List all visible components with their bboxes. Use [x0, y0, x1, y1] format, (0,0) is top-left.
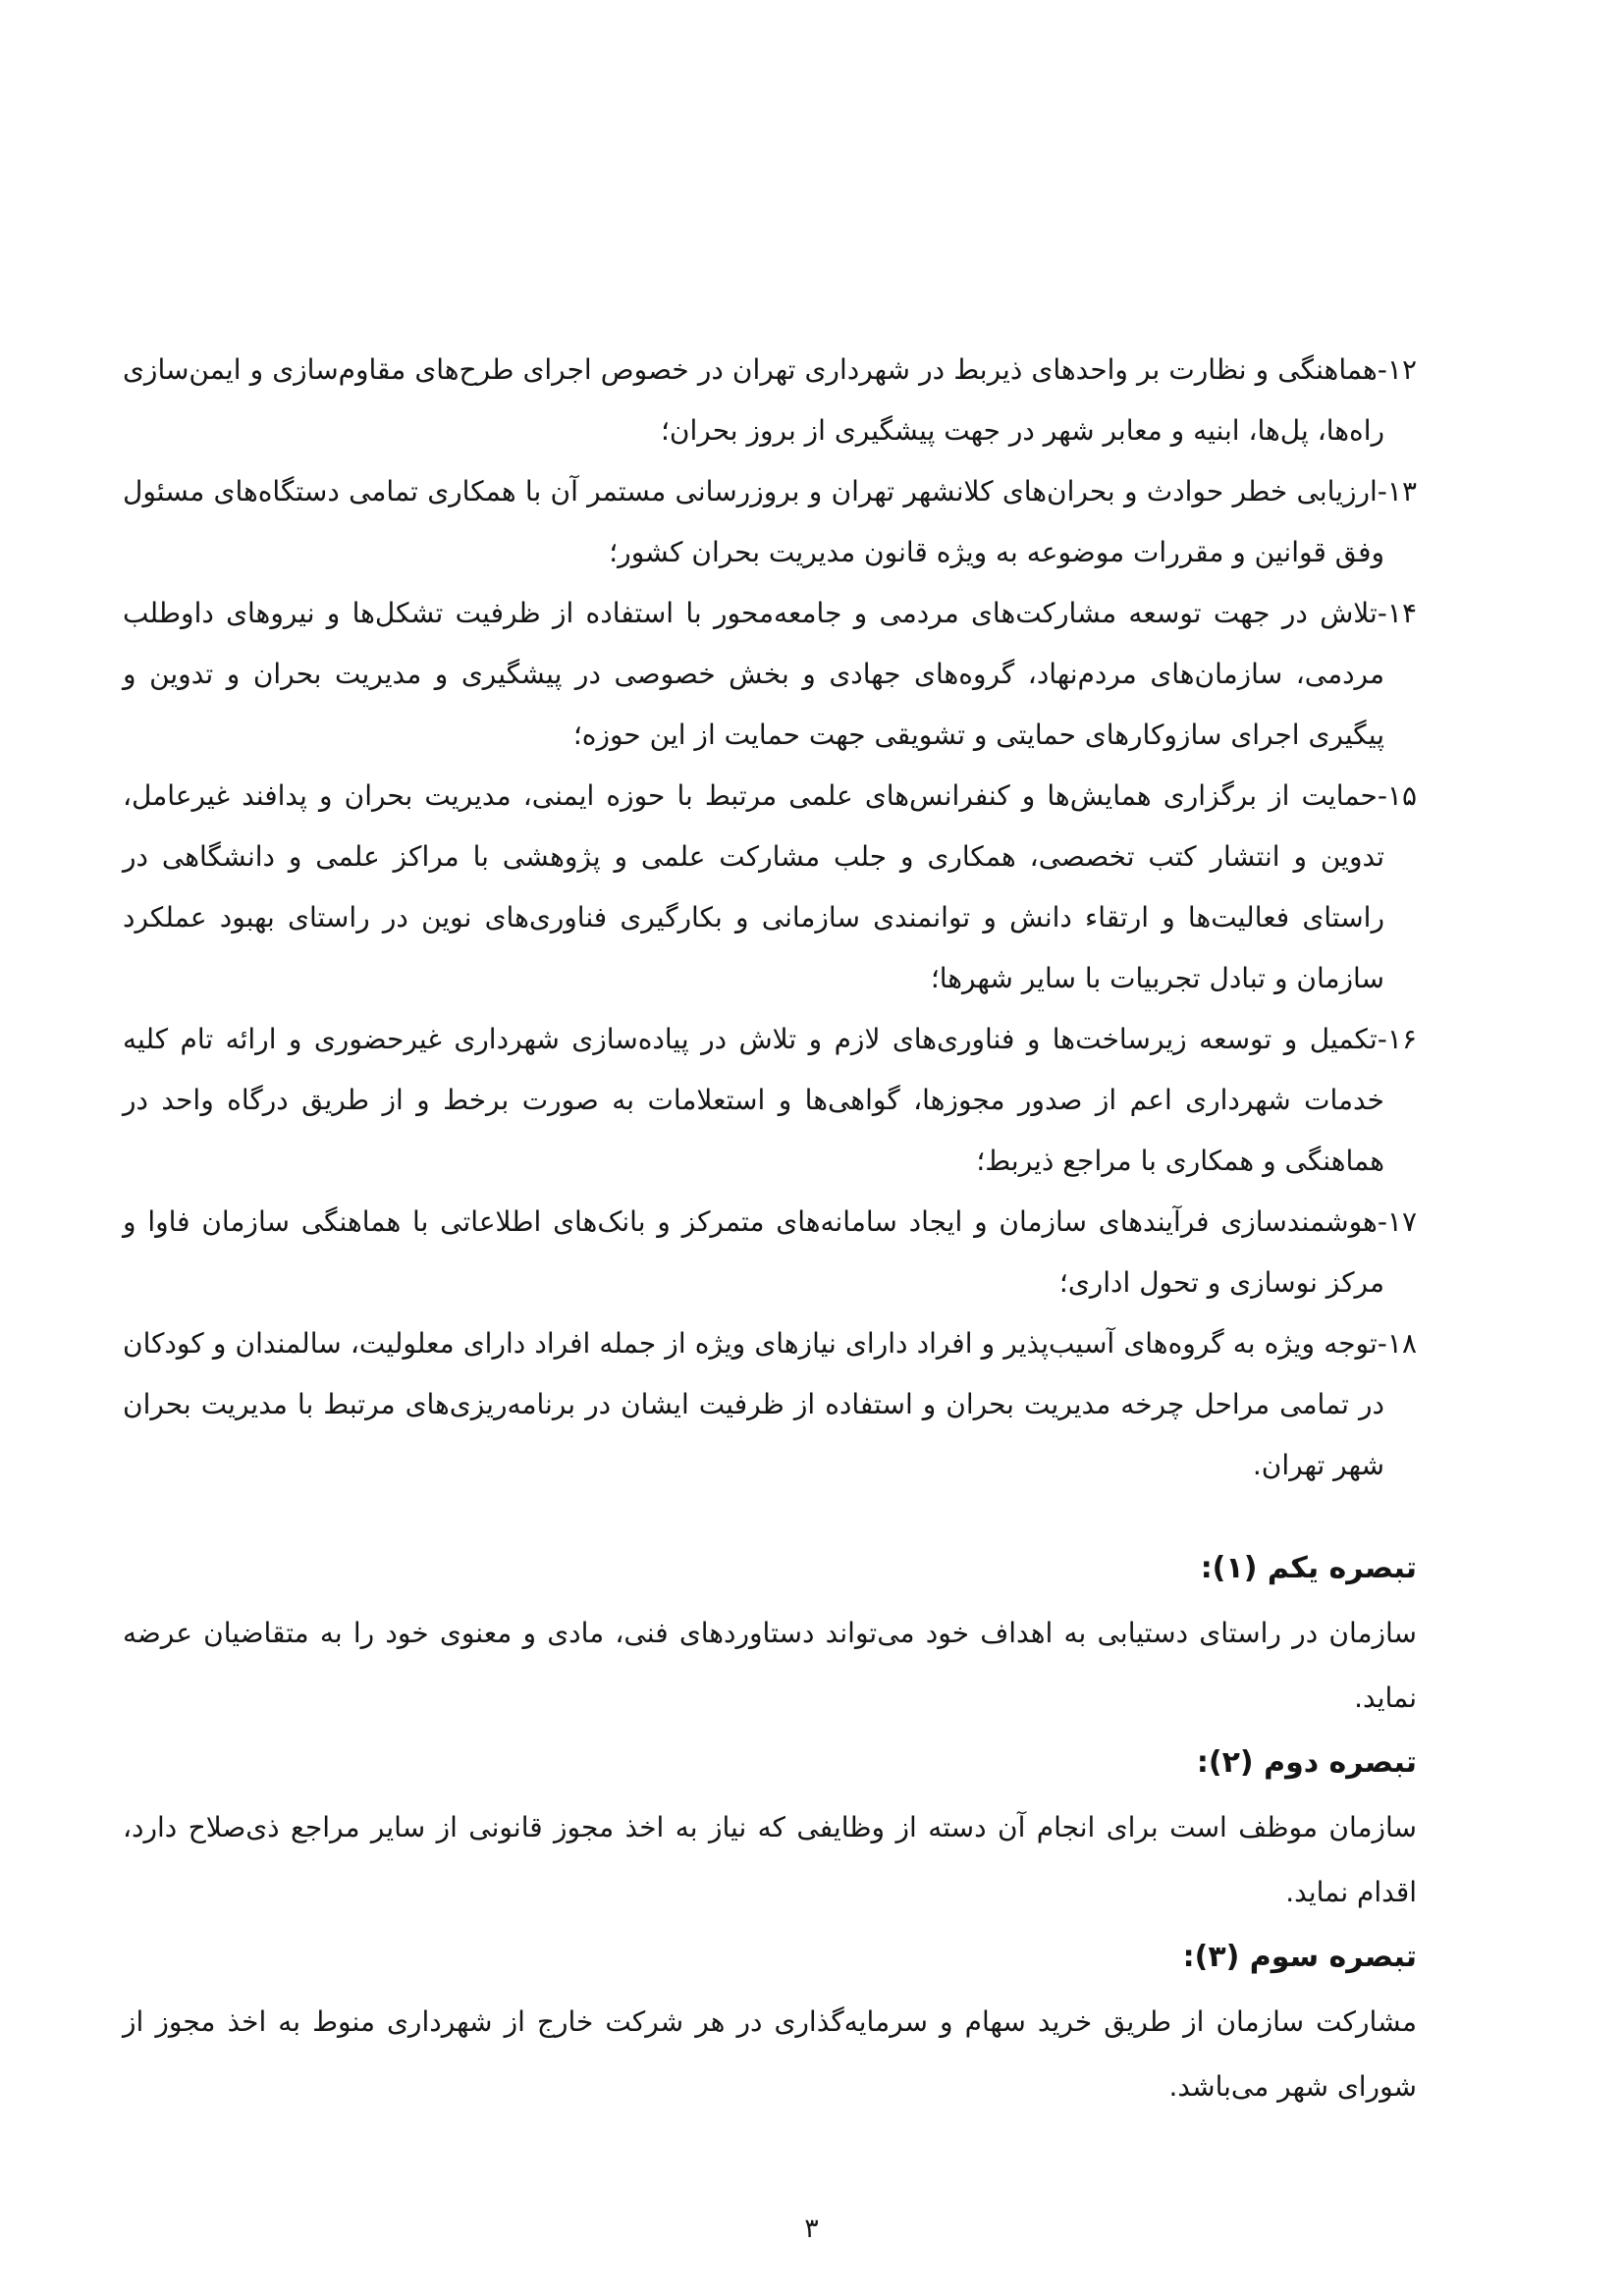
- clause-item-18: ۱۸-توجه ویژه به گروه‌های آسیب‌پذیر و افراد دارای نیازهای ویژه از جمله افراد دارای معلولیت، سالمندان و کودکان در تمامی مراحل چرخه مدیریت بحران و استفاده از ظرفیت ایشان در برنامه‌ریزی‌های مرتبط با مدیریت بحران شهر تهران.: [123, 1327, 1417, 1481]
- note-section-1: [123, 1536, 1417, 1731]
- clause-item-12: ۱۲-هماهنگی و نظارت بر واحدهای ذیربط در شهرداری تهران در خصوص اجرای طرح‌های مقاوم‌سازی و ایمن‌سازی راه‌ها، پل‌ها، ابنیه و معابر شهر در جهت پیشگیری از بروز بحران؛: [123, 353, 1417, 447]
- note-1-heading: تبصره یکم (۱):: [1200, 1551, 1417, 1585]
- clause-item-16: ۱۶-تکمیل و توسعه زیرساخت‌ها و فناوری‌های لازم و تلاش در پیاده‌سازی شهرداری غیرحضوری و ارائه تام کلیه خدمات شهرداری اعم از صدور مجوزها، گواهی‌ها و استعلامات به صورت برخط و از طریق درگاه واحد در هماهنگی و همکاری با مراجع ذیربط؛: [123, 1023, 1417, 1177]
- clause-item-17: ۱۷-هوشمندسازی فرآیندهای سازمان و ایجاد سامانه‌های متمرکز و بانک‌های اطلاعاتی با هماهنگی سازمان فاوا و مرکز نوسازی و تحول اداری؛: [123, 1205, 1417, 1299]
- note-section-3: [123, 1925, 1417, 2119]
- note-1-body: سازمان در راستای دستیابی به اهداف خود می‌تواند دستاوردهای فنی، مادی و معنوی خود را به متقاضیان عرضه نماید.: [123, 1617, 1417, 1714]
- page-number: ۳: [804, 2214, 819, 2244]
- clause-item-14: ۱۴-تلاش در جهت توسعه مشارکت‌های مردمی و جامعه‌محور با استفاده از ظرفیت تشکل‌ها و نیروهای داوطلب مردمی، سازمان‌های مردم‌نهاد، گروه‌های جهادی و بخش خصوصی در پیشگیری و مدیریت بحران و تدوین و پیگیری اجرای سازوکارهای حمایتی و تشویقی جهت حمایت از این حوزه؛: [123, 597, 1417, 751]
- numbered-clauses: [123, 340, 1417, 1496]
- note-3-heading: تبصره سوم (۳):: [1182, 1940, 1417, 1974]
- note-3-body: مشارکت سازمان از طریق خرید سهام و سرمایه‌گذاری در هر شرکت خارج از شهرداری منوط به اخذ مجوز از شورای شهر می‌باشد.: [123, 2005, 1417, 2103]
- document-body: [123, 340, 1417, 2119]
- clause-item-15: ۱۵-حمایت از برگزاری همایش‌ها و کنفرانس‌های علمی مرتبط با حوزه ایمنی، مدیریت بحران و پدافند غیرعامل، تدوین و انتشار کتب تخصصی، همکاری و جلب مشارکت علمی و پژوهشی با مراکز علمی و دانشگاهی در راستای فعالیت‌ها و ارتقاء دانش و توانمندی سازمانی و بکارگیری فناوری‌های نوین در راستای بهبود عملکرد سازمان و تبادل تجربیات با سایر شهرها؛: [123, 779, 1417, 994]
- note-2-heading: تبصره دوم (۲):: [1196, 1745, 1417, 1780]
- clause-item-13: ۱۳-ارزیابی خطر حوادث و بحران‌های کلانشهر تهران و بروزرسانی مستمر آن با همکاری تمامی دستگاه‌های مسئول وفق قوانین و مقررات موضوعه به ویژه قانون مدیریت بحران کشور؛: [123, 475, 1417, 568]
- note-2-body: سازمان موظف است برای انجام آن دسته از وظایفی که نیاز به اخذ مجوز قانونی از سایر مراجع ذی‌صلاح دارد، اقدام نماید.: [123, 1811, 1417, 1908]
- note-section-2: [123, 1731, 1417, 1925]
